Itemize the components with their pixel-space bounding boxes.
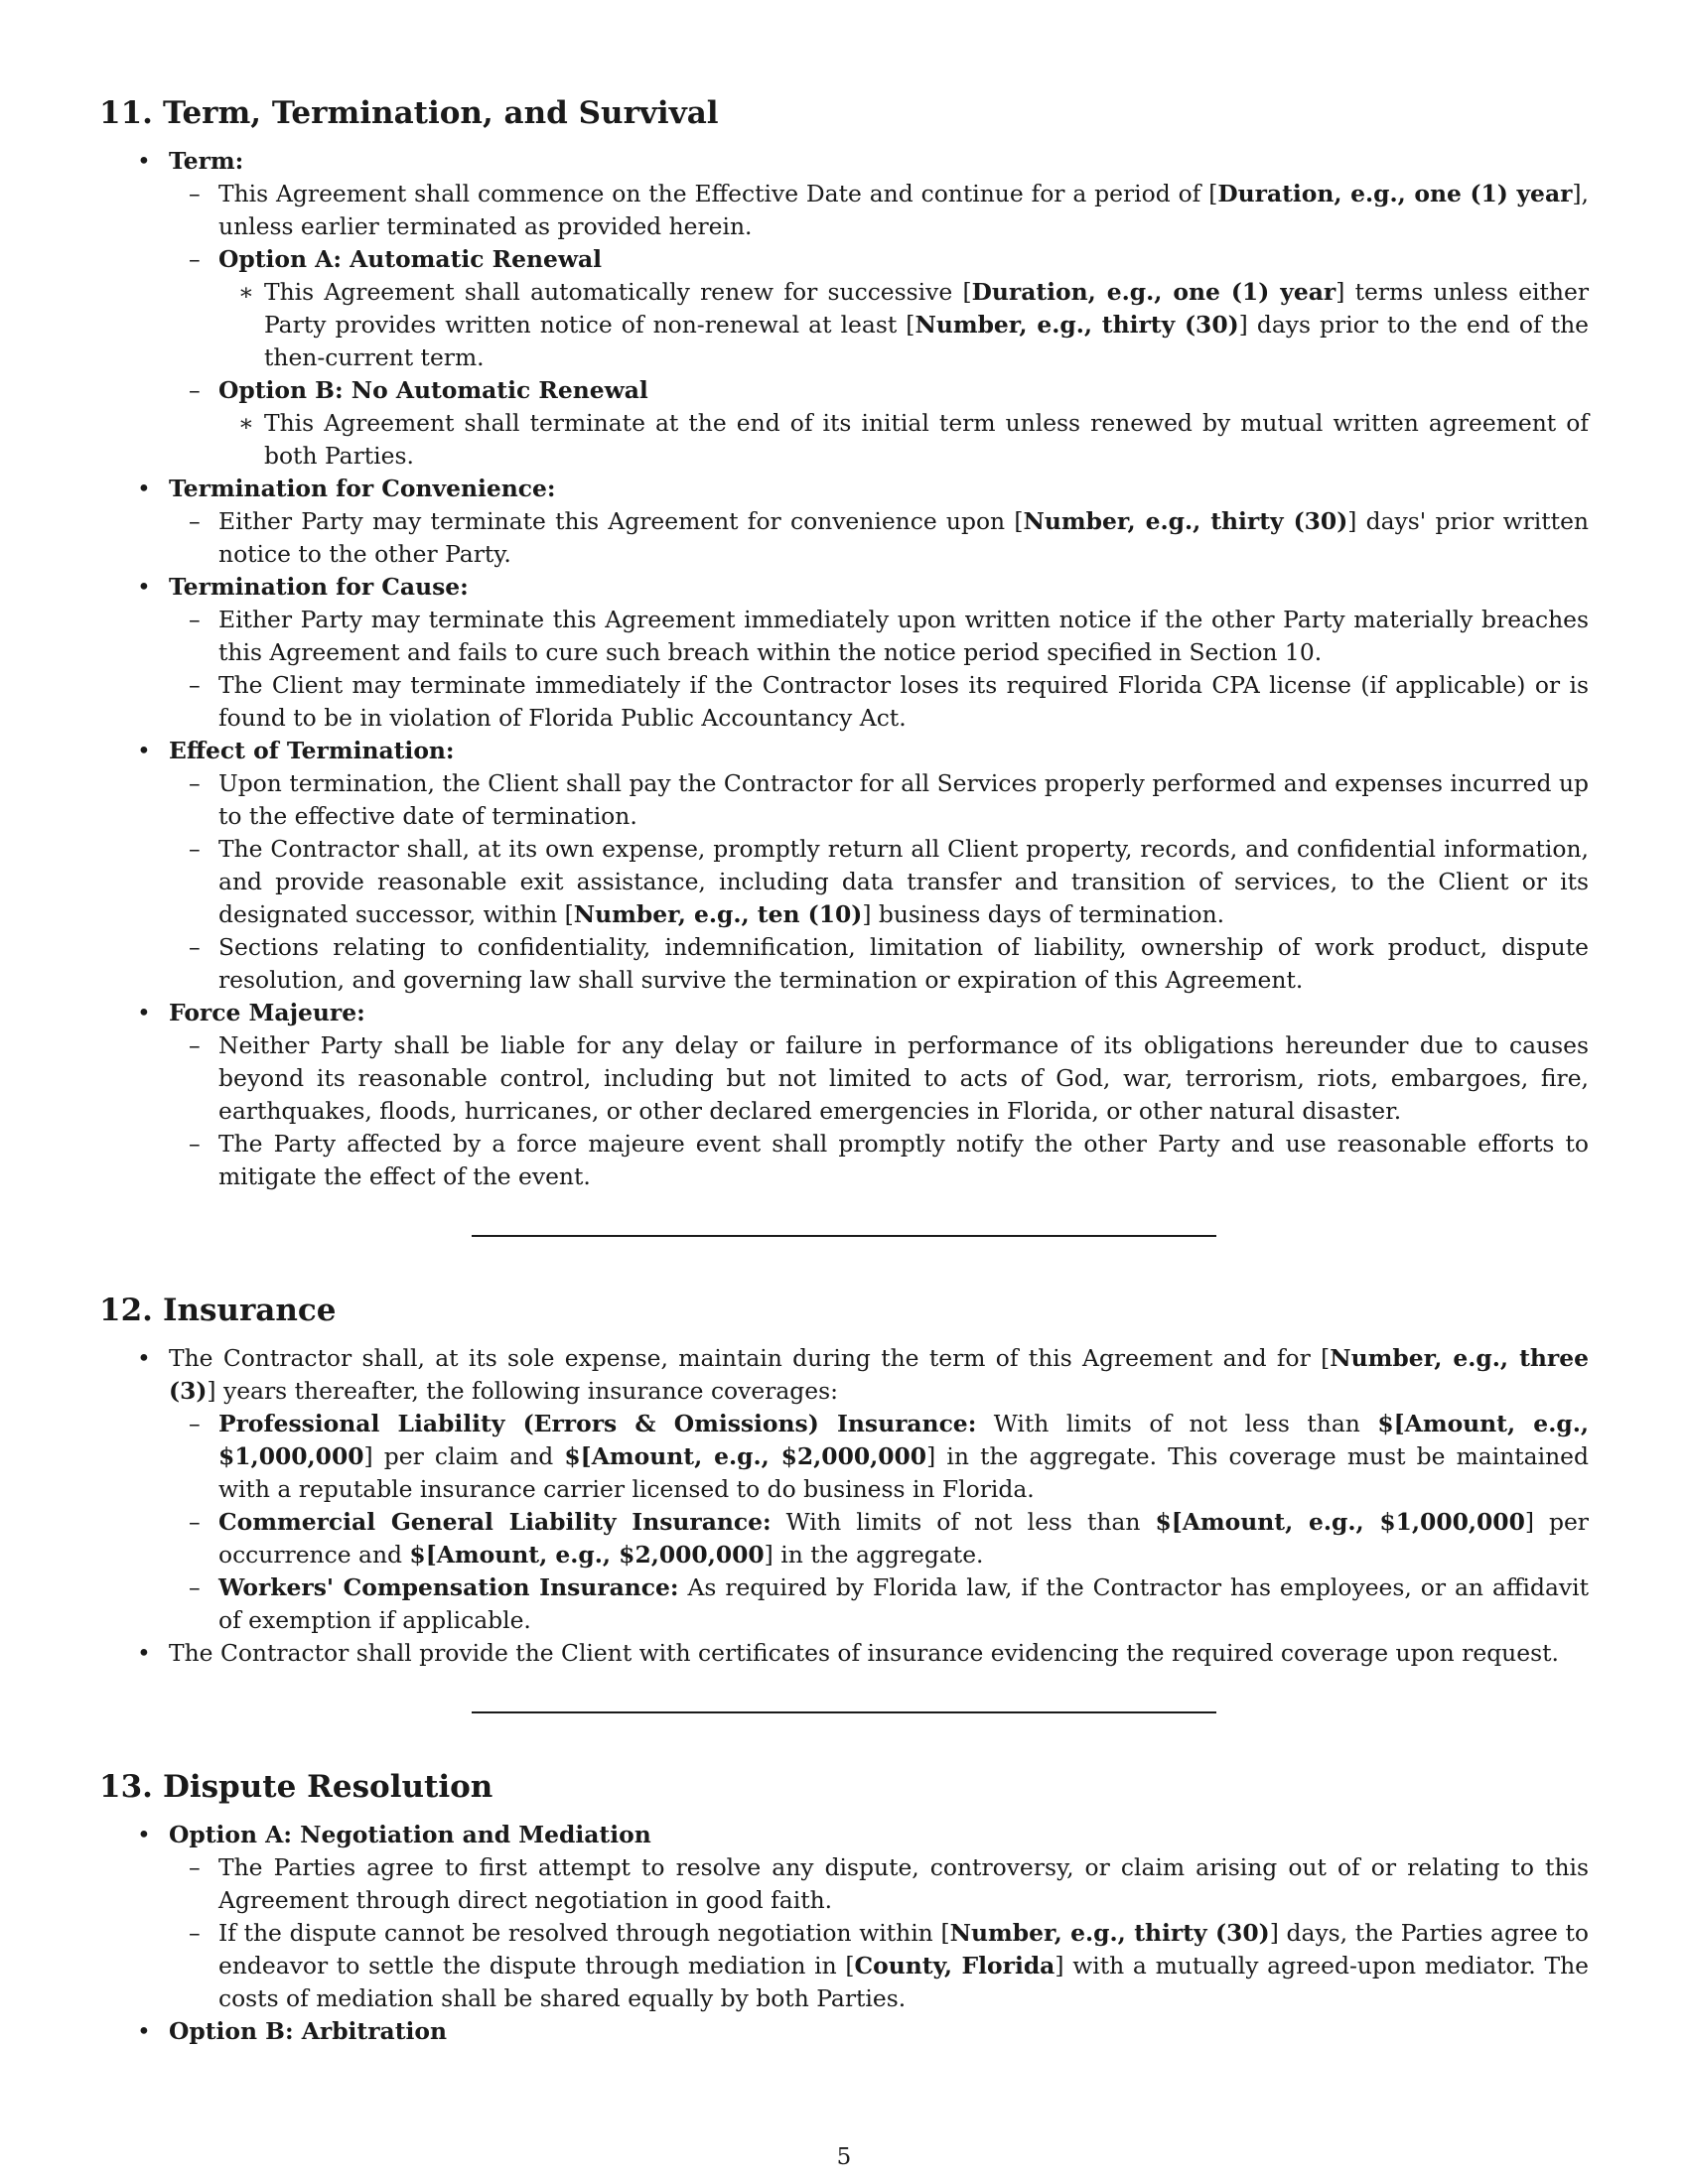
text: The Contractor shall, at its sole expense, maintain during the term of this Agreement and for [ <box>169 1344 1331 1372</box>
dash-icon: – <box>189 769 201 797</box>
section-11-heading <box>99 91 1589 135</box>
section-number: 11. <box>99 95 153 131</box>
item-heading: Option A: Negotiation and Mediation <box>169 1821 651 1848</box>
placeholder-text: Duration, e.g., one (1) year <box>971 278 1336 306</box>
list-item <box>159 178 1589 243</box>
list-item <box>99 2015 1589 2048</box>
dash-icon: – <box>189 835 201 863</box>
placeholder-text: County, Florida <box>854 1952 1055 1979</box>
text: If the dispute cannot be resolved through negotiation within [ <box>218 1919 950 1947</box>
item-heading: Option B: Arbitration <box>169 2017 448 2045</box>
list-item <box>99 1342 1589 1637</box>
dash-icon: – <box>189 606 201 633</box>
text: This Agreement shall automatically renew for successive [ <box>264 278 972 306</box>
bullet-icon: • <box>137 573 151 601</box>
dash-icon: – <box>189 1853 201 1881</box>
list-item <box>99 1637 1589 1670</box>
section-12-list <box>99 1342 1589 1670</box>
text: ] business days of termination. <box>862 900 1225 928</box>
list-item <box>211 276 1589 374</box>
list-item <box>159 767 1589 833</box>
list-item <box>211 407 1589 473</box>
bullet-icon: • <box>137 1639 151 1667</box>
item-heading: Professional Liability (Errors & Omissions) Insurance: <box>218 1410 977 1437</box>
text: Either Party may terminate this Agreement for convenience upon [ <box>218 507 1024 535</box>
text: ] days prior to the end of the then-current term. <box>264 311 1589 371</box>
text: Sections relating to confidentiality, indemnification, limitation of liability, ownership of work product, dispute resolution, and governing law shall survive the termination or expiration of this Agreement. <box>218 933 1589 994</box>
text: With limits of not less than <box>771 1508 1156 1536</box>
dash-icon: – <box>189 1508 201 1536</box>
bullet-icon: • <box>137 147 151 175</box>
list-item <box>159 1571 1589 1637</box>
item-heading: Workers' Compensation Insurance: <box>218 1573 679 1601</box>
text: The Contractor shall, at its own expense, promptly return all Client property, records, and confidential information, and provide reasonable exit assistance, including data transfer and transition of services, to the Client or its designated successor, within [ <box>218 835 1589 928</box>
text: This Agreement shall commence on the Effective Date and continue for a period of [ <box>218 180 1218 207</box>
section-title: Insurance <box>162 1293 337 1328</box>
text: Either Party may terminate this Agreement immediately upon written notice if the other Party materially breaches this Agreement and fails to cure such breach within the notice period specified in Section 10. <box>218 606 1589 666</box>
bullet-icon: • <box>137 1821 151 1848</box>
text: The Client may terminate immediately if the Contractor loses its required Florida CPA license (if applicable) or is found to be in violation of Florida Public Accountancy Act. <box>218 671 1589 732</box>
dash-icon: – <box>189 507 201 535</box>
dash-icon: – <box>189 671 201 699</box>
placeholder-text: Duration, e.g., one (1) year <box>1217 180 1573 207</box>
placeholder-text: Number, e.g., thirty (30) <box>949 1919 1270 1947</box>
text: ], unless earlier terminated as provided herein. <box>218 180 1589 240</box>
item-heading: Commercial General Liability Insurance: <box>218 1508 772 1536</box>
text: With limits of not less than <box>976 1410 1378 1437</box>
text: ] days' prior written notice to the other Party. <box>218 507 1589 568</box>
list-item <box>159 505 1589 571</box>
section-13-heading <box>99 1765 1589 1809</box>
text: ] in the aggregate. <box>764 1541 984 1569</box>
bullet-icon: • <box>137 2017 151 2045</box>
section-12-heading <box>99 1289 1589 1332</box>
text: As required by Florida law, if the Contractor has employees, or an affidavit of exemption if applicable. <box>218 1573 1590 1634</box>
list-item <box>159 1917 1589 2015</box>
list-item <box>99 997 1589 1193</box>
list-item <box>159 1128 1589 1193</box>
list-item <box>159 243 1589 374</box>
item-heading: Option A: Automatic Renewal <box>218 245 603 273</box>
list-item <box>99 735 1589 997</box>
bullet-icon: • <box>137 475 151 502</box>
placeholder-text: $[Amount, e.g., $2,000,000 <box>564 1442 927 1470</box>
section-number: 13. <box>99 1769 153 1805</box>
placeholder-text: Number, e.g., thirty (30) <box>914 311 1239 339</box>
list-item <box>159 1408 1589 1506</box>
dash-icon: – <box>189 1573 201 1601</box>
item-heading: Option B: No Automatic Renewal <box>218 376 648 404</box>
dash-icon: – <box>189 376 201 404</box>
item-heading: Termination for Convenience: <box>169 475 556 502</box>
list-item <box>99 145 1589 473</box>
list-item <box>99 473 1589 571</box>
text: Upon termination, the Client shall pay the Contractor for all Services properly performed and expenses incurred up to the effective date of termination. <box>218 769 1589 830</box>
list-item <box>99 1819 1589 2015</box>
list-item <box>159 374 1589 473</box>
asterisk-icon: ∗ <box>238 409 254 437</box>
item-heading: Effect of Termination: <box>169 737 455 764</box>
text: ] in the aggregate. This coverage must be maintained with a reputable insurance carrier licensed to do business in Florida. <box>218 1442 1589 1503</box>
item-heading: Term: <box>169 147 244 175</box>
placeholder-text: Number, e.g., three (3) <box>169 1344 1589 1405</box>
section-title: Term, Termination, and Survival <box>162 95 719 131</box>
placeholder-text: $[Amount, e.g., $2,000,000 <box>409 1541 765 1569</box>
placeholder-text: $[Amount, e.g., $1,000,000 <box>218 1410 1589 1470</box>
item-heading: Force Majeure: <box>169 999 365 1026</box>
bullet-icon: • <box>137 999 151 1026</box>
dash-icon: – <box>189 1410 201 1437</box>
text: Neither Party shall be liable for any delay or failure in performance of its obligations hereunder due to causes beyond its reasonable control, including but not limited to acts of God, war, terrorism, riots, embargoes, fire, earthquakes, floods, hurricanes, or other declared emergencies in Florida, or other natural disaster. <box>218 1031 1589 1125</box>
text: ] with a mutually agreed-upon mediator. The costs of mediation shall be shared equally by both Parties. <box>218 1952 1589 2012</box>
text: ] per claim and <box>363 1442 565 1470</box>
section-13-list <box>99 1819 1589 2048</box>
dash-icon: – <box>189 245 201 273</box>
dash-icon: – <box>189 180 201 207</box>
list-item <box>159 604 1589 669</box>
dash-icon: – <box>189 1031 201 1059</box>
text: ] days, the Parties agree to endeavor to settle the dispute through mediation in [ <box>218 1919 1589 1979</box>
list-item <box>159 833 1589 931</box>
bullet-icon: • <box>137 1344 151 1372</box>
asterisk-icon: ∗ <box>238 278 254 306</box>
dash-icon: – <box>189 1919 201 1947</box>
list-item <box>159 1029 1589 1128</box>
placeholder-text: Number, e.g., thirty (30) <box>1023 507 1348 535</box>
section-11-list <box>99 145 1589 1193</box>
text: ] per occurrence and <box>218 1508 1589 1569</box>
text: The Party affected by a force majeure event shall promptly notify the other Party and use reasonable efforts to mitigate the effect of the event. <box>218 1130 1589 1190</box>
text: The Contractor shall provide the Client with certificates of insurance evidencing the required coverage upon request. <box>169 1639 1559 1667</box>
dash-icon: – <box>189 933 201 961</box>
dash-icon: – <box>189 1130 201 1158</box>
list-item <box>159 1851 1589 1917</box>
text: ] years thereafter, the following insurance coverages: <box>207 1377 839 1405</box>
text: The Parties agree to first attempt to resolve any dispute, controversy, or claim arising out of or relating to this Agreement through direct negotiation in good faith. <box>218 1853 1589 1914</box>
list-item <box>99 571 1589 735</box>
list-item <box>159 931 1589 997</box>
document-page <box>99 91 1589 2048</box>
section-number: 12. <box>99 1293 153 1328</box>
list-item <box>159 1506 1589 1571</box>
bullet-icon: • <box>137 737 151 764</box>
text: This Agreement shall terminate at the end of its initial term unless renewed by mutual written agreement of both Parties. <box>264 409 1589 470</box>
placeholder-text: Number, e.g., ten (10) <box>573 900 863 928</box>
list-item <box>159 669 1589 735</box>
page-number: 5 <box>836 2144 852 2170</box>
text: ] terms unless either Party provides written notice of non-renewal at least [ <box>264 278 1590 339</box>
item-heading: Termination for Cause: <box>169 573 469 601</box>
placeholder-text: $[Amount, e.g., $1,000,000 <box>1155 1508 1525 1536</box>
section-title: Dispute Resolution <box>162 1769 493 1805</box>
